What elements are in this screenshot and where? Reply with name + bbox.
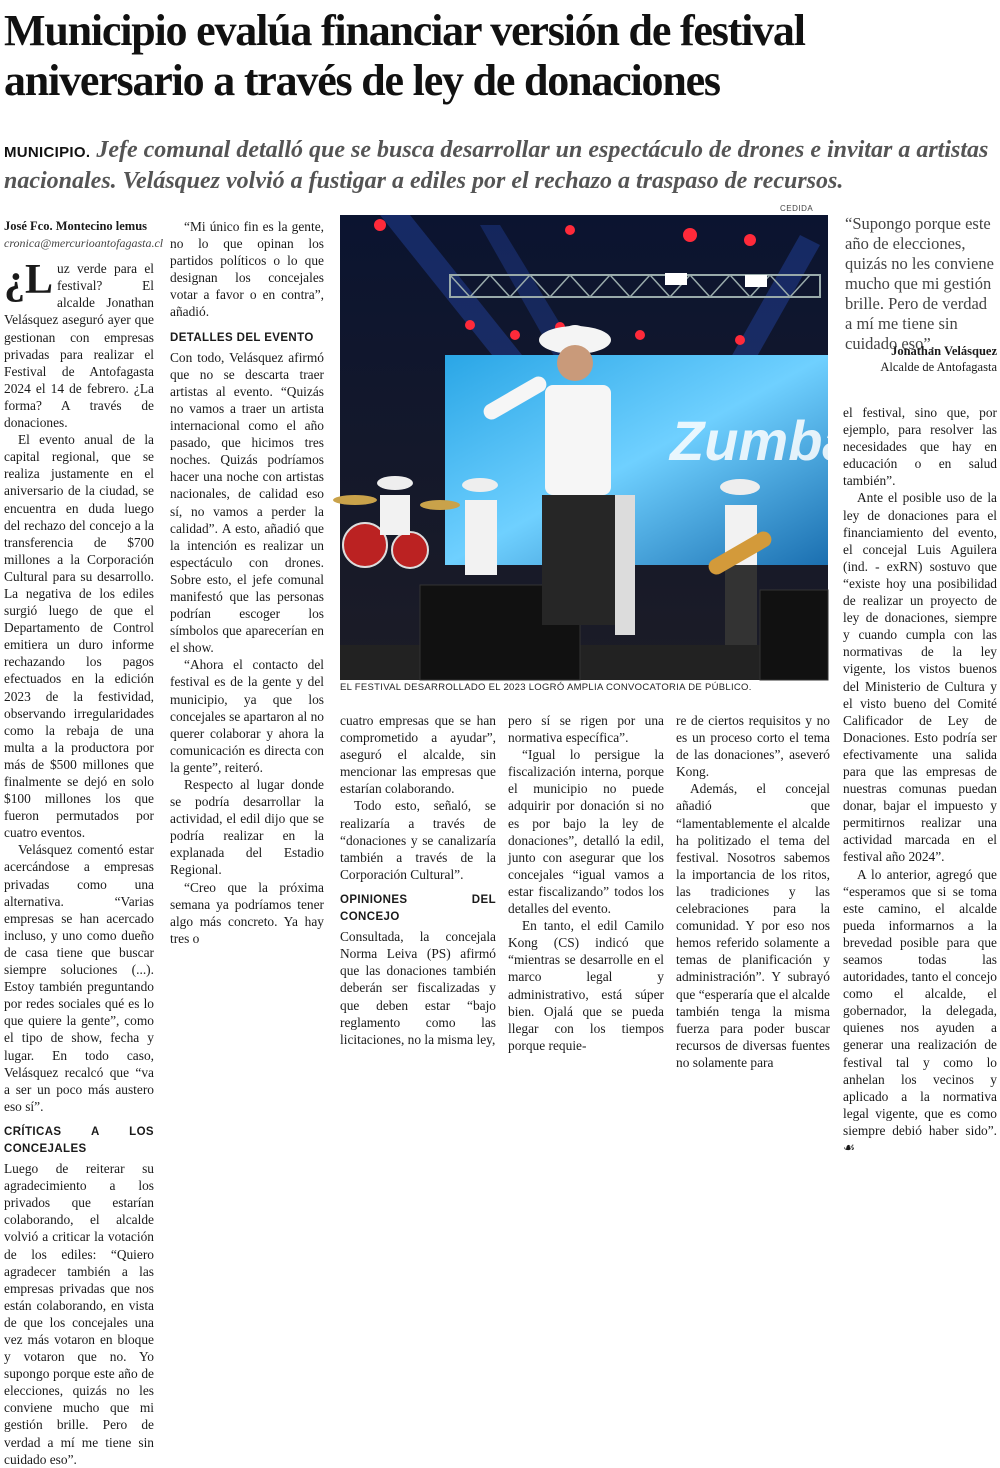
column-4 [508,712,664,1054]
paragraph: En tanto, el edil Camilo Kong (CS) indicó que “mientras se desarrolle en el marco legal y administrativo, está súper bien. Ojalá que se pueda llegar con los tiempos porque requie- [508,918,664,1053]
pull-quote: “Supongo porque este año de elecciones, quizás no les conviene mucho que mi gestión brille. Pero de verdad a mí me tiene sin cuidado eso”. [845,214,994,353]
author-name: José Fco. Montecino lemus [4,219,148,233]
screen-text: Zumba [670,409,854,472]
column-2 [170,218,324,947]
paragraph: Consultada, la concejala Norma Leiva (PS) afirmó que las donaciones también deberán ser fiscalizadas y que deben estar “bajo reglamento como las licitaciones, no la misma ley, [340,929,496,1047]
column-3 [340,712,496,1048]
paragraph: Velásquez comentó estar acercándose a empresas privadas como una alternativa. “Varias empresas se han acercado incluso, y uno como dueño de casa tiene que buscar siempre soluciones (...). Estoy también preguntando por redes sociales qué es lo que quiere la gente”, como el tipo de show, fecha y lugar. En todo caso, Velásquez recalcó que “va a ser un poco más austero eso sí”. [4,842,154,1114]
headline: Municipio evalúa financiar versión de festival aniversario a través de ley de donaciones [4,6,805,105]
column-1 [4,218,164,1468]
paragraph: El evento anual de la capital regional, que se realiza justamente en el aniversario de la ciudad, se encuentra en duda luego del rechazo del concejo a la transferencia de $700 millones a la Corporación Cultural para su desarrollo. La negativa de los ediles surgió luego de que el Departamento de Control emitiera un duro informe rechazando los pagos efectuados en la edición 2023 de la festividad, observando irregularidades como la rebaja de una multa a la productora por más de $500 millones que finalmente se dejó en solo $100 millones los que fueron permutados por cuatro eventos. [4,432,154,841]
quote-author: Jonathan Velásquez [891,344,997,358]
paragraph: pero sí se rigen por una normativa específica”. [508,713,664,746]
subheading-criticas: CRÍTICAS A LOS CONCEJALES [4,1125,154,1155]
section-kicker: MUNICIPIO. [4,144,91,161]
paragraph: “Ahora el contacto del festival es de la gente y del municipio, ya que los concejales se apartaron al no querer colaborar y ahora la comunicación es directa con la gente”, reiteró. [170,657,324,775]
paragraph: re de ciertos requisitos y no es un proceso corto el tema de las donaciones”, aseveró Kong. [676,713,830,780]
paragraph: A lo anterior, agregó que “esperamos que si se toma este camino, el alcalde pueda informarnos a la brevedad posible para que seamos todas las autoridades, tanto el concejo como el alcalde, el gobernador, la delegada, quienes nos ayuden a generar una realización de festival tal y como lo anhelan los vecinos y aplicado a la normativa legal vigente, que es como siempre debió haber sido”. ☙ [843,866,997,1156]
paragraph: cuatro empresas que se han comprometido a ayudar”, aseguró el alcalde, sin mencionar las empresas que estarían colaborando. [340,713,496,797]
paragraph: “Igual lo persigue la fiscalización interna, porque el municipio no puede adquirir por donación si no es por bajo la ley de donaciones”, detalló la edil, junto con asegurar que los concejales “igual vamos a estar fiscalizando” todos los detalles del evento. [508,747,664,917]
paragraph: ¿L uz verde para el festival? El alcalde Jonathan Velásquez aseguró ayer que gestionan con empresas privadas para realizar el Festival de Antofagasta 2024 el 14 de febrero. ¿La forma? A través de donaciones. [4,257,154,431]
author-email[interactable]: cronica@mercurioantofagasta.cl [4,236,164,251]
lead-paragraph [4,136,996,196]
paragraph: Ante el posible uso de la ley de donaciones para el financiamiento del evento, el concejal Luis Aguilera (ind. - exRN) sostuvo que “existe hoy una posibilidad de realizar un proyecto de ley de donaciones, siempre y cuando cumpla con las normativas de la ley vigente, los vistos buenos del Ministerio de Cultura y el visto bueno del Comité Calificador de Ley de Donaciones. Esto podría ser efectivamente una salida para que las empresas de nuestras comunas puedan donar, bajar el impuesto y permitirnos realizar una actividad marcada en el festival año 2024”. [843,490,997,865]
lead-text: Jefe comunal detalló que se busca desarrollar un espectáculo de drones e invitar a artistas nacionales. Velásquez volvió a fustigar a ediles por el rechazo a traspaso de recursos. [4,137,989,194]
paragraph: “Mi único fin es la gente, no lo que opinan los partidos políticos o lo que designan los concejales votar a favor o en contra”, añadió. [170,219,324,320]
photo-caption: EL FESTIVAL DESARROLLADO EL 2023 LOGRÓ AMPLIA CONVOCATORIA DE PÚBLICO. [340,682,752,693]
drop-cap: ¿L [4,257,54,304]
photo-credit: CEDIDA [780,204,814,213]
subheading-detalles: DETALLES DEL EVENTO [170,331,314,344]
column-5 [676,712,830,1071]
paragraph: “Creo que la próxima semana ya podríamos tener algo más concreto. Ya hay tres o [170,879,324,946]
festival-photo [340,215,854,680]
stage-illustration [340,215,854,680]
column-6 [843,404,997,1156]
paragraph: el festival, sino que, por ejemplo, para resolver las necesidades que hay en educación o en salud también”. [843,405,997,489]
paragraph: Respecto al lugar donde se podría desarrollar la actividad, el edil dijo que se podría realizar en la explanada del Estadio Regional. [170,777,324,878]
subheading-opiniones: OPINIONES DEL CONCEJO [340,893,496,924]
paragraph: Luego de reiterar su agradecimiento a los privados que estarían colaborando, el alcalde volvió a criticar la votación de los ediles: “Quiero agradecer también a las empresas privadas que nos están colaborando, en vista de que los concejales una vez más votaron en bloque y votaron que no. Yo supongo porque este año de elecciones, quizás no les conviene mucho que mi gestión brille. Pero de verdad a mí me tiene sin cuidado eso”. [4,1161,154,1467]
paragraph: Además, el concejal añadió que “lamentablemente el alcalde ha politizado el tema del festival. Nosotros sabemos la importancia de los ritos, las tradiciones y las celebraciones para la comunidad. Y por eso nos hemos referido solamente a temas de planificación y administración”. Y subrayó que “esperaría que el alcalde también tenga la misma fuerza para poder buscar recursos de diversas fuentes no solamente para [676,781,830,1070]
paragraph: Con todo, Velásquez afirmó que no se descarta traer artistas al evento. “Quizás no vamos a traer un artista internacional como el año pasado, que hicimos tres noches. Quizás podríamos hacer una noche con artistas nacionales, de calidad eso sí, no vamos a perder la calidad”. A esto, añadió que la intención es realizar un espectáculo con drones. Sobre esto, el jefe comunal manifestó que las personas podrían escoger los símbolos que aparecerían en el show. [170,349,324,656]
quote-author-role: Alcalde de Antofagasta [880,360,997,374]
paragraph: Todo esto, señaló, se realizaría a través de “donaciones y se canalizaría también a través de la Corporación Cultural”. [340,798,496,882]
